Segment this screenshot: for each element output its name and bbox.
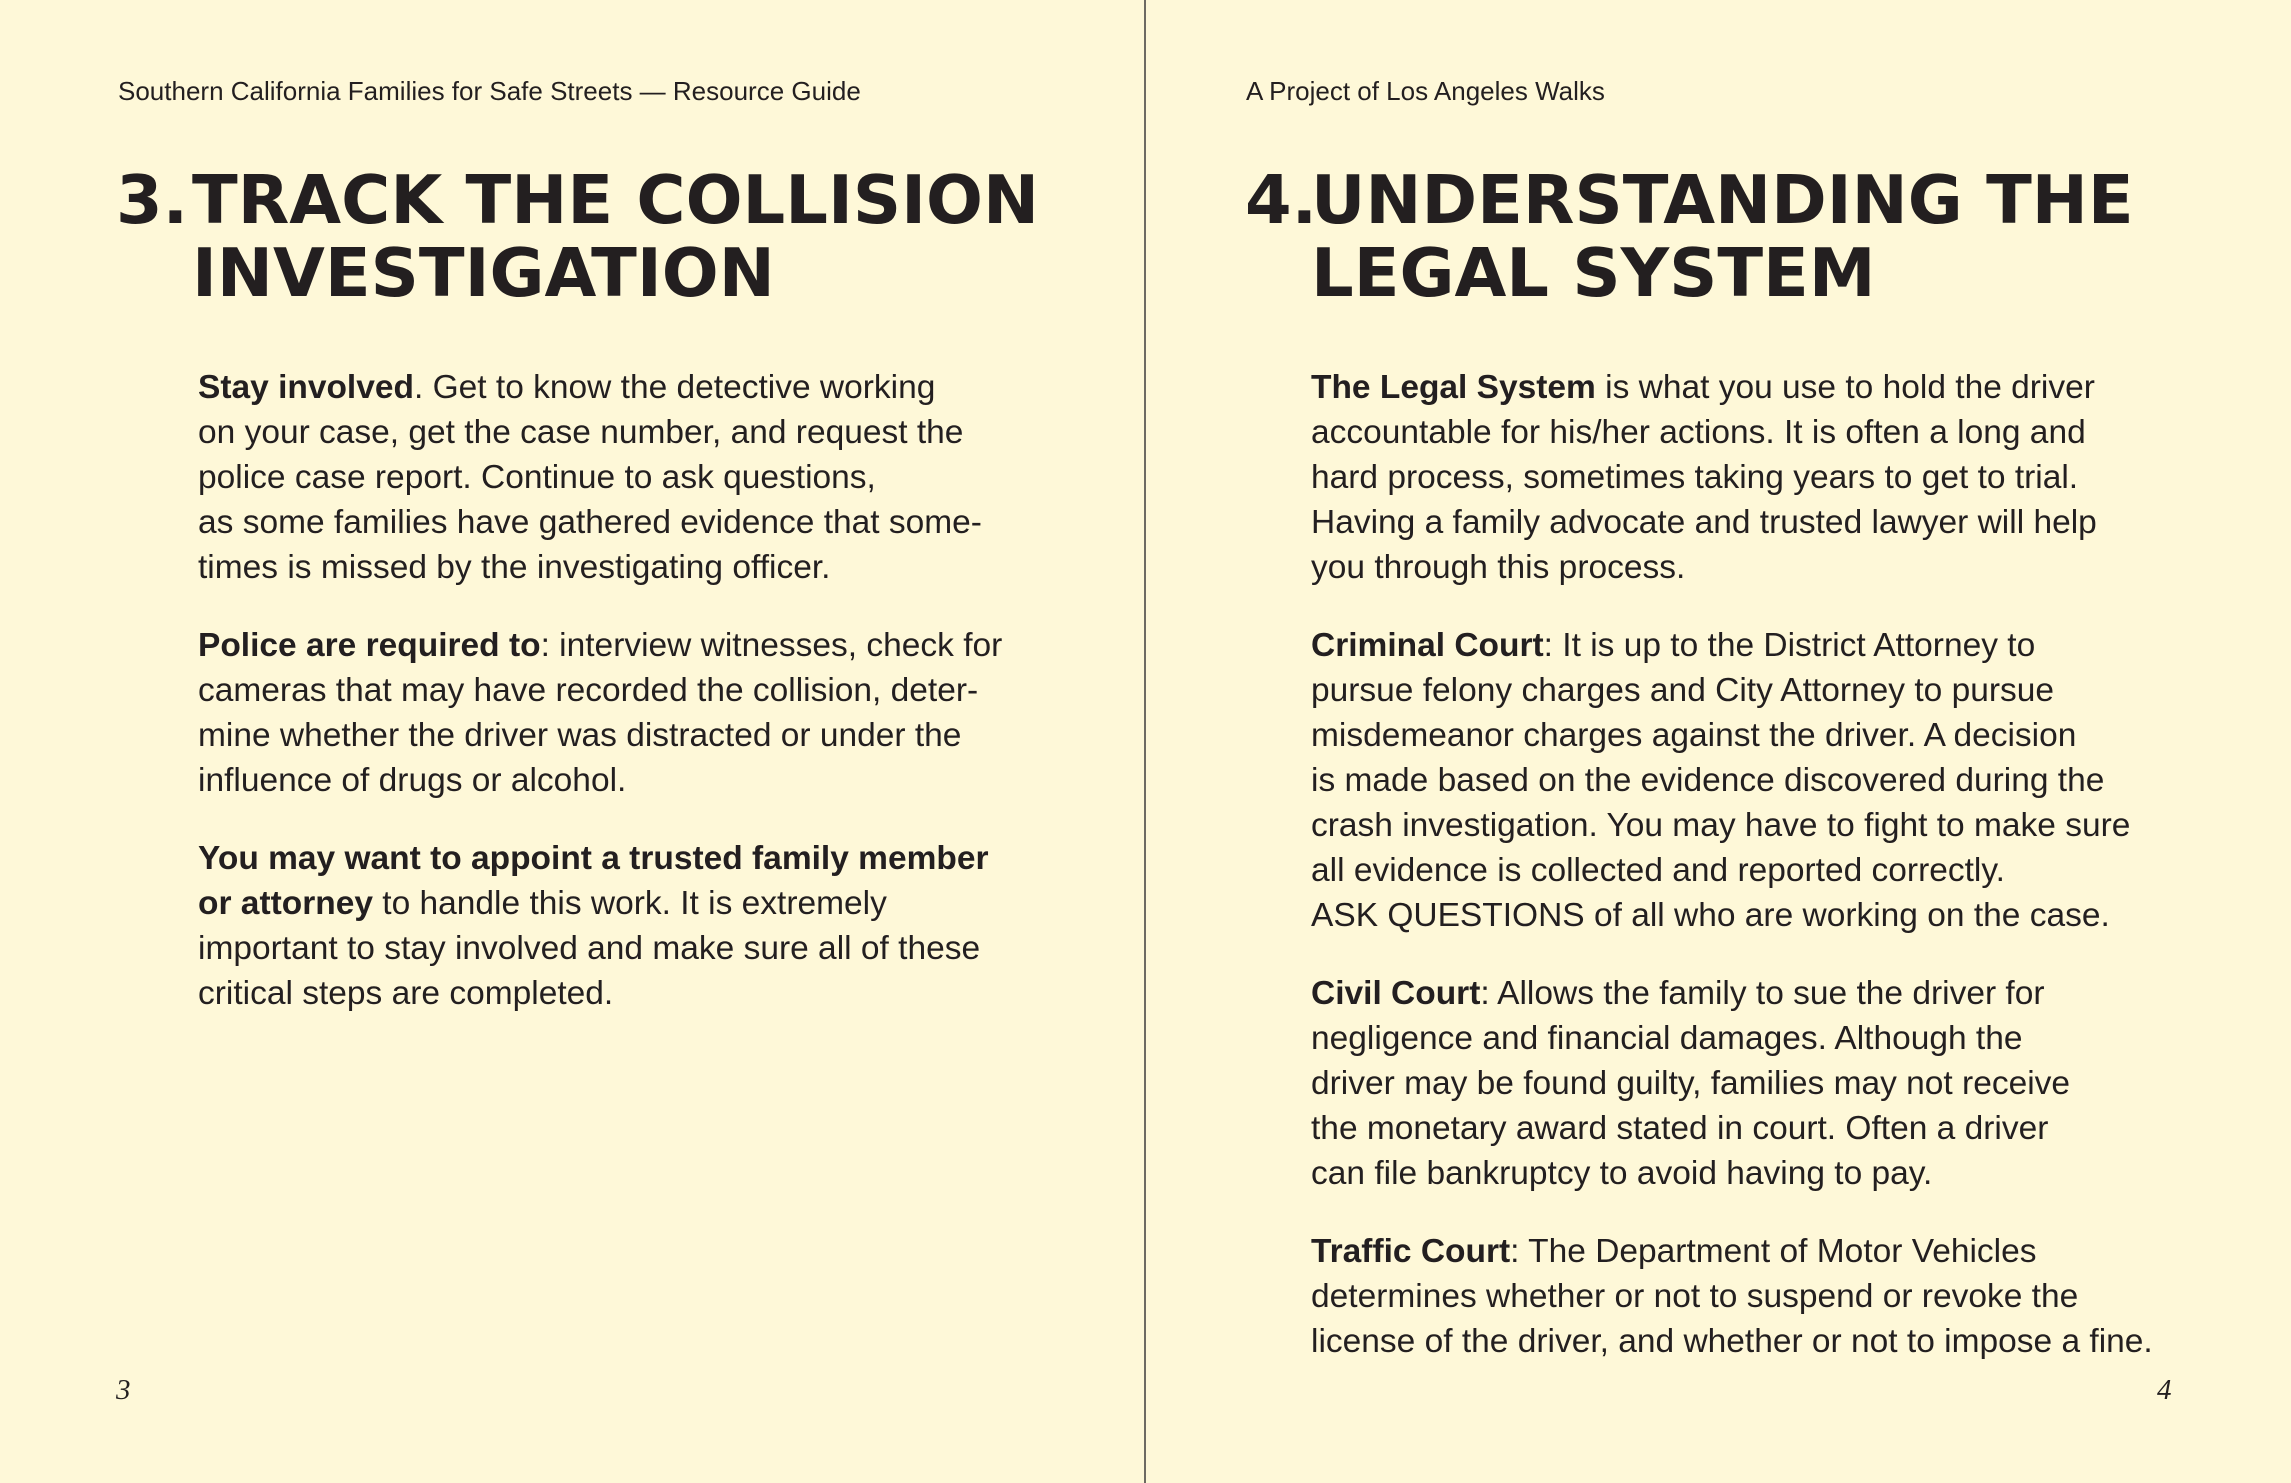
section-heading-3 [116, 161, 1040, 312]
text-line: as some families have gathered evidence that some- [198, 504, 982, 541]
left-page [0, 0, 1145, 1483]
text-line: all evidence is collected and reported correctly. [1311, 852, 2005, 889]
paragraph-police-required [198, 623, 1098, 803]
text-line: the monetary award stated in court. Often a driver [1311, 1110, 2049, 1147]
lead-term: Police are required to [198, 627, 541, 664]
section-heading-4 [1245, 161, 2134, 312]
lead-term: or attorney [198, 885, 373, 922]
heading-line: LEGAL SYSTEM [1311, 234, 1876, 312]
page-number-right: 4 [2157, 1374, 2172, 1406]
text-line: Having a family advocate and trusted lawyer will help [1311, 504, 2097, 541]
text-line: : interview witnesses, check for [540, 627, 1003, 664]
text-line: negligence and financial damages. Although the [1311, 1020, 2023, 1057]
text-line: times is missed by the investigating officer. [198, 549, 831, 586]
heading-line: TRACK THE COLLISION [192, 161, 1040, 239]
text-line: mine whether the driver was distracted or under the [198, 717, 962, 754]
text-line: important to stay involved and make sure all of these [198, 930, 981, 967]
left-body [198, 365, 1098, 1049]
page-gutter-divider [1144, 0, 1146, 1483]
paragraph-legal-system [1311, 365, 2271, 590]
text-line: to handle this work. It is extremely [372, 885, 887, 922]
heading-line: UNDERSTANDING THE [1311, 161, 2134, 239]
text-line: license of the driver, and whether or not to impose a fine. [1311, 1323, 2153, 1360]
text-line: : It is up to the District Attorney to [1543, 627, 2036, 664]
lead-term: Civil Court [1311, 975, 1481, 1012]
text-line: pursue felony charges and City Attorney to pursue [1311, 672, 2055, 709]
paragraph-appoint-family-member [198, 836, 1098, 1016]
lead-term: The Legal System [1311, 369, 1596, 406]
text-line: crash investigation. You may have to fight to make sure [1311, 807, 2131, 844]
running-head-right: A Project of Los Angeles Walks [1246, 76, 1605, 106]
running-head-left: Southern California Families for Safe Streets — Resource Guide [118, 76, 861, 106]
text-line: : Allows the family to sue the driver for [1480, 975, 2045, 1012]
text-line: is what you use to hold the driver [1595, 369, 2095, 406]
text-line: determines whether or not to suspend or revoke the [1311, 1278, 2079, 1315]
text-line: you through this process. [1311, 549, 1686, 586]
text-line: is made based on the evidence discovered during the [1311, 762, 2105, 799]
section-number: 3. [116, 161, 189, 239]
lead-term: Traffic Court [1311, 1233, 1511, 1270]
text-line: influence of drugs or alcohol. [198, 762, 627, 799]
section-number: 4. [1245, 161, 1318, 239]
text-line: police case report. Continue to ask questions, [198, 459, 876, 496]
text-line: : The Department of Motor Vehicles [1510, 1233, 2037, 1270]
lead-term: Stay involved [198, 369, 414, 406]
heading-line: INVESTIGATION [192, 234, 775, 312]
text-line: driver may be found guilty, families may not receive [1311, 1065, 2071, 1102]
right-body [1311, 365, 2271, 1397]
text-line: critical steps are completed. [198, 975, 614, 1012]
lead-term: Criminal Court [1311, 627, 1544, 664]
paragraph-traffic-court [1311, 1229, 2271, 1364]
text-line: hard process, sometimes taking years to get to trial. [1311, 459, 2079, 496]
text-line: ASK QUESTIONS of all who are working on the case. [1311, 897, 2110, 934]
lead-term: You may want to appoint a trusted family member [198, 840, 989, 877]
paragraph-criminal-court [1311, 623, 2271, 938]
page-number-left: 3 [116, 1374, 131, 1406]
text-line: accountable for his/her actions. It is often a long and [1311, 414, 2086, 451]
paragraph-civil-court [1311, 971, 2271, 1196]
text-line: misdemeanor charges against the driver. A decision [1311, 717, 2077, 754]
text-line: . Get to know the detective working [413, 369, 936, 406]
text-line: on your case, get the case number, and request the [198, 414, 964, 451]
text-line: cameras that may have recorded the collision, deter- [198, 672, 979, 709]
paragraph-stay-involved [198, 365, 1098, 590]
text-line: can file bankruptcy to avoid having to pay. [1311, 1155, 1933, 1192]
right-page [1147, 0, 2291, 1483]
